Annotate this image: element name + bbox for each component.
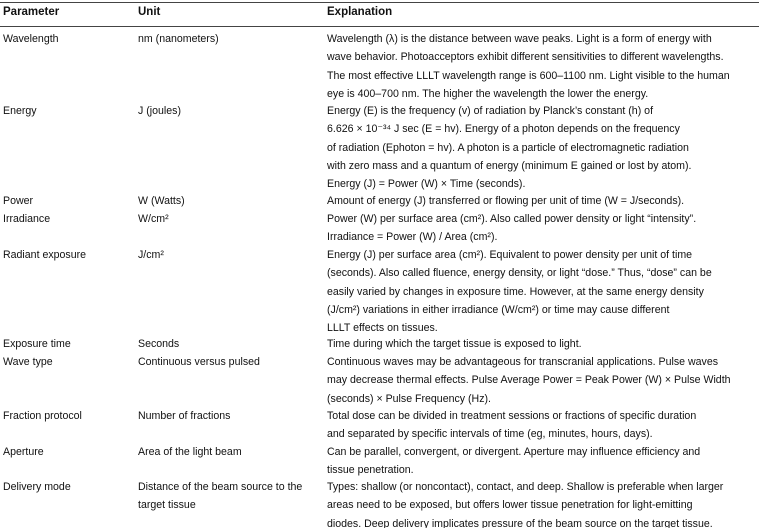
explanation-cell <box>327 353 757 408</box>
explanation-cell <box>327 478 757 528</box>
parameter-cell: Energy <box>3 105 37 117</box>
explanation-line: (seconds) × Pulse Frequency (Hz). <box>327 392 491 405</box>
explanation-line: Irradiance = Power (W) / Area (cm²). <box>327 231 498 244</box>
explanation-line: The most effective LLLT wavelength range is 600–1100 nm. Light visible to the human <box>327 69 730 82</box>
header-rule <box>0 26 759 27</box>
unit-cell: J (joules) <box>138 105 181 117</box>
header-unit: Unit <box>138 6 161 18</box>
explanation-cell <box>327 192 757 210</box>
unit-cell: Area of the light beam <box>138 446 242 458</box>
header-explanation: Explanation <box>327 6 393 18</box>
explanation-line: wave behavior. Photoacceptors exhibit different sensitivities to different wavelengths. <box>327 51 724 64</box>
unit-cell: Continuous versus pulsed <box>138 356 260 368</box>
explanation-line: eye is 400–700 nm. The higher the wavelength the lower the energy. <box>327 87 649 100</box>
explanation-line: Types: shallow (or noncontact), contact, and deep. Shallow is preferable when larger <box>327 481 724 493</box>
explanation-cell <box>327 443 757 480</box>
top-rule <box>0 2 759 3</box>
unit-cell: Distance of the beam source to the target tissue <box>138 481 303 512</box>
explanation-line: Energy (J) = Power (W) × Time (seconds). <box>327 178 526 191</box>
explanation-line: Wavelength (λ) is the distance between wave peaks. Light is a form of energy with <box>327 33 712 45</box>
parameter-cell: Wave type <box>3 356 53 368</box>
parameter-cell: Power <box>3 195 34 207</box>
explanation-cell <box>327 102 757 193</box>
explanation-line: diodes. Deep delivery implicates pressure of the beam source on the target tissue. <box>327 517 713 528</box>
explanation-line: of radiation (Ephoton = hv). A photon is a particle of electromagnetic radiation <box>327 141 689 154</box>
explanation-cell <box>327 407 757 444</box>
explanation-line: Continuous waves may be advantageous for transcranial applications. Pulse waves <box>327 356 719 368</box>
parameter-cell: Delivery mode <box>3 481 71 493</box>
parameter-cell: Radiant exposure <box>3 249 87 261</box>
explanation-line: tissue penetration. <box>327 464 414 477</box>
explanation-line: (J/cm²) variations in either irradiance (W/cm²) or time may cause different <box>327 303 670 316</box>
explanation-cell <box>327 335 757 353</box>
explanation-line: Can be parallel, convergent, or divergent. Aperture may influence efficiency and <box>327 446 701 458</box>
unit-cell: Number of fractions <box>138 410 231 422</box>
parameter-cell: Aperture <box>3 446 44 458</box>
explanation-line: Energy (E) is the frequency (v) of radiation by Planck’s constant (h) of <box>327 105 654 117</box>
explanation-line: may decrease thermal effects. Pulse Average Power = Peak Power (W) × Pulse Width <box>327 374 731 387</box>
unit-cell: J/cm² <box>138 249 164 261</box>
explanation-line: Power (W) per surface area (cm²). Also called power density or light “intensity”. <box>327 213 697 225</box>
explanation-cell <box>327 30 757 103</box>
explanation-line: (seconds). Also called fluence, energy density, or light “dose.” Thus, “dose” can be <box>327 267 712 280</box>
explanation-cell <box>327 246 757 337</box>
unit-cell: nm (nanometers) <box>138 33 219 45</box>
explanation-line: Amount of energy (J) transferred or flowing per unit of time (W = J/seconds). <box>327 195 685 207</box>
explanation-line: Time during which the target tissue is exposed to light. <box>327 338 582 350</box>
explanation-line: areas need to be exposed, but offers lower tissue penetration for light-emitting <box>327 499 693 512</box>
explanation-line: with zero mass and a quantum of energy (minimum E gained or lost by atom). <box>327 159 692 172</box>
parameter-cell: Irradiance <box>3 213 51 225</box>
parameter-cell: Wavelength <box>3 33 59 45</box>
explanation-line: easily varied by changes in exposure time. However, at the same energy density <box>327 285 704 298</box>
explanation-line: Energy (J) per surface area (cm²). Equivalent to power density per unit of time <box>327 249 693 261</box>
parameter-cell: Fraction protocol <box>3 410 82 422</box>
unit-cell: Seconds <box>138 338 180 350</box>
explanation-cell <box>327 210 757 247</box>
explanation-line: Total dose can be divided in treatment sessions or fractions of specific duration <box>327 410 697 422</box>
header-parameter: Parameter <box>3 6 60 18</box>
explanation-line: 6.626 × 10⁻³⁴ J sec (E = hv). Energy of a photon depends on the frequency <box>327 123 680 136</box>
unit-cell: W/cm² <box>138 213 169 225</box>
unit-cell: W (Watts) <box>138 195 185 207</box>
parameter-cell: Exposure time <box>3 338 71 350</box>
explanation-line: and separated by specific intervals of time (eg, minutes, hours, days). <box>327 428 653 441</box>
explanation-line: LLLT effects on tissues. <box>327 322 438 335</box>
